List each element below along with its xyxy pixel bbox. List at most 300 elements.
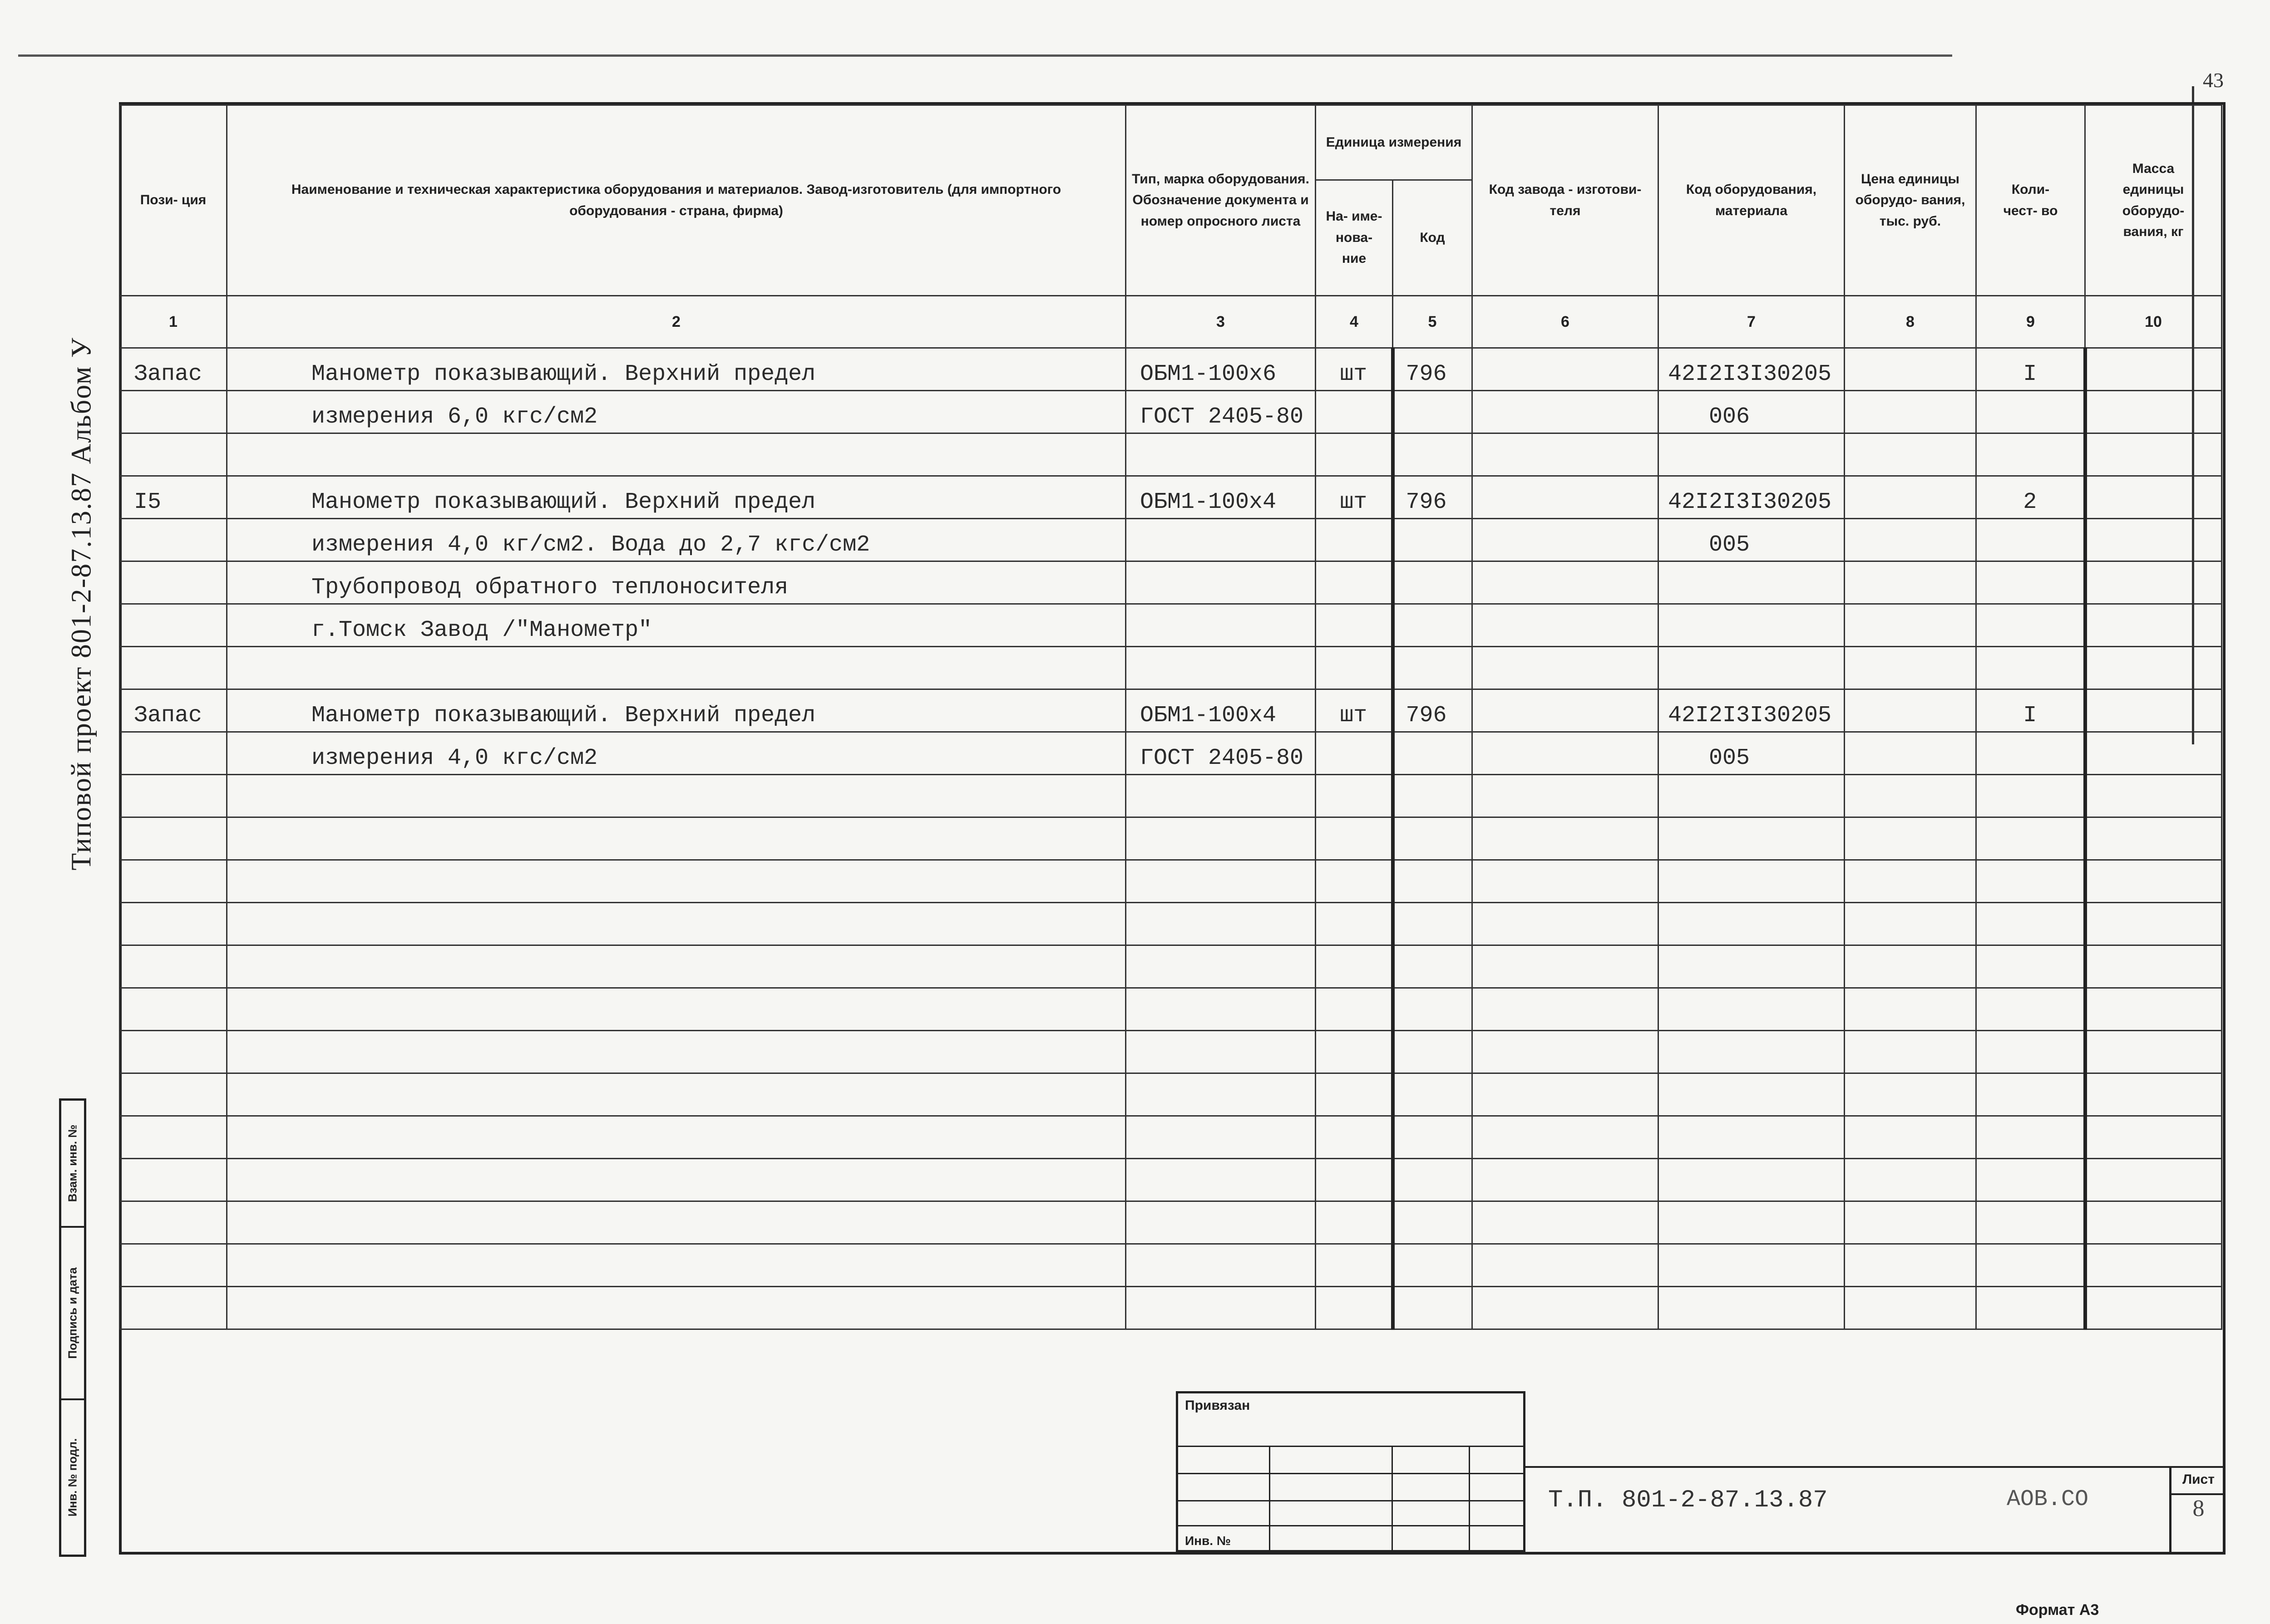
cell-position — [120, 391, 227, 433]
cell-equip-code — [1658, 988, 1845, 1031]
cell-equip-code — [1658, 1031, 1845, 1073]
side-cell-sign-date — [61, 1228, 84, 1400]
stamp-grid-line — [1392, 1446, 1393, 1552]
cell-price — [1845, 817, 1976, 860]
cell-equip-code — [1658, 860, 1845, 903]
cell-unit-name — [1316, 1244, 1393, 1287]
cell-equip-code — [1658, 775, 1845, 817]
cell-unit-code — [1393, 903, 1472, 945]
cell-mass — [2085, 391, 2222, 433]
cell-price — [1845, 1244, 1976, 1287]
cell-plant-code — [1472, 817, 1658, 860]
cell-unit-name — [1316, 945, 1393, 988]
cell-equip-code: 005 — [1658, 519, 1845, 561]
cell-type — [1126, 1031, 1316, 1073]
sheet-label: Лист — [2171, 1466, 2226, 1495]
table-row — [120, 391, 2222, 433]
cell-unit-code — [1393, 1116, 1472, 1159]
cell-position — [120, 1159, 227, 1201]
stamp-grid-line — [1178, 1473, 1523, 1474]
cell-unit-code — [1393, 1201, 1472, 1244]
cell-mass — [2085, 519, 2222, 561]
cell-unit-code — [1393, 988, 1472, 1031]
col-number: 2 — [227, 296, 1126, 348]
cell-name: Манометр показывающий. Верхний предел — [227, 689, 1126, 732]
cell-qty — [1976, 604, 2085, 647]
cell-position — [120, 860, 227, 903]
cell-unit-code — [1393, 1073, 1472, 1116]
cell-qty — [1976, 647, 2085, 689]
sheet-box — [2169, 1466, 2226, 1555]
specification-table — [119, 104, 2222, 1330]
cell-type — [1126, 945, 1316, 988]
cell-name — [227, 1159, 1126, 1201]
cell-name — [227, 988, 1126, 1031]
cell-position — [120, 1201, 227, 1244]
cell-unit-code — [1393, 1159, 1472, 1201]
inventory-label: Инв. № — [1185, 1534, 1231, 1548]
cell-name — [227, 1073, 1126, 1116]
cell-plant-code — [1472, 1287, 1658, 1329]
cell-equip-code — [1658, 1159, 1845, 1201]
cell-qty — [1976, 945, 2085, 988]
header-unit-name: На- име- нова- ние — [1316, 180, 1393, 296]
cell-price — [1845, 1031, 1976, 1073]
cell-type: ОБМ1-100х4 — [1126, 689, 1316, 732]
cell-mass — [2085, 647, 2222, 689]
cell-mass — [2085, 1287, 2222, 1329]
cell-qty — [1976, 1073, 2085, 1116]
cell-equip-code — [1658, 647, 1845, 689]
cell-name — [227, 775, 1126, 817]
cell-name — [227, 860, 1126, 903]
table-row — [120, 1244, 2222, 1287]
cell-price — [1845, 903, 1976, 945]
cell-price — [1845, 860, 1976, 903]
cell-name — [227, 1201, 1126, 1244]
cell-mass — [2085, 988, 2222, 1031]
cell-unit-name: шт — [1316, 476, 1393, 519]
table-row — [120, 433, 2222, 476]
cell-price — [1845, 775, 1976, 817]
cell-unit-code — [1393, 945, 1472, 988]
cell-qty — [1976, 561, 2085, 604]
cell-position: Запас — [120, 348, 227, 391]
cell-type: ОБМ1-100х4 — [1126, 476, 1316, 519]
cell-unit-name — [1316, 561, 1393, 604]
col-number: 8 — [1845, 296, 1976, 348]
cell-equip-code — [1658, 903, 1845, 945]
cell-position: I5 — [120, 476, 227, 519]
cell-equip-code: 006 — [1658, 391, 1845, 433]
cell-equip-code — [1658, 561, 1845, 604]
header-unit-group: Единица измерения — [1316, 105, 1472, 180]
cell-plant-code — [1472, 433, 1658, 476]
cell-unit-name — [1316, 1287, 1393, 1329]
cell-equip-code — [1658, 1244, 1845, 1287]
cell-unit-code — [1393, 604, 1472, 647]
cell-mass — [2085, 433, 2222, 476]
cell-plant-code — [1472, 519, 1658, 561]
cell-mass — [2085, 1159, 2222, 1201]
cell-type — [1126, 817, 1316, 860]
cell-unit-name — [1316, 1073, 1393, 1116]
table-row — [120, 817, 2222, 860]
side-cell-label: Подпись и дата — [65, 1267, 79, 1359]
cell-qty — [1976, 817, 2085, 860]
cell-mass — [2085, 561, 2222, 604]
cell-price — [1845, 391, 1976, 433]
cell-unit-code — [1393, 775, 1472, 817]
cell-equip-code — [1658, 1287, 1845, 1329]
cell-type — [1126, 433, 1316, 476]
album-code: АОВ.СО — [2007, 1486, 2089, 1512]
cell-price — [1845, 689, 1976, 732]
cell-price — [1845, 1287, 1976, 1329]
cell-name — [227, 1116, 1126, 1159]
format-label: Формат А3 — [2016, 1601, 2099, 1619]
header-position: Пози- ция — [120, 105, 227, 296]
cell-mass — [2085, 1201, 2222, 1244]
table-row — [120, 647, 2222, 689]
cell-plant-code — [1472, 1244, 1658, 1287]
top-sheet-number: 43 — [2203, 69, 2224, 92]
cell-unit-name — [1316, 988, 1393, 1031]
cell-unit-name — [1316, 604, 1393, 647]
cell-equip-code — [1658, 945, 1845, 988]
cell-mass — [2085, 945, 2222, 988]
cell-qty — [1976, 988, 2085, 1031]
cell-plant-code — [1472, 1073, 1658, 1116]
cell-unit-name — [1316, 647, 1393, 689]
table-row — [120, 860, 2222, 903]
side-cell-label: Инв. № подл. — [65, 1438, 79, 1517]
col-number: 5 — [1393, 296, 1472, 348]
col-number: 7 — [1658, 296, 1845, 348]
cell-position — [120, 604, 227, 647]
stamp-grid-line — [1178, 1525, 1523, 1526]
table-row — [120, 903, 2222, 945]
cell-mass — [2085, 1031, 2222, 1073]
header-name: Наименование и техническая характеристика оборудования и материалов. Завод-изготовитель (для импортного оборудования - страна, фирма) — [227, 105, 1126, 296]
cell-name: измерения 6,0 кгс/см2 — [227, 391, 1126, 433]
cell-mass — [2085, 348, 2222, 391]
table-row — [120, 775, 2222, 817]
cell-name: Трубопровод обратного теплоносителя — [227, 561, 1126, 604]
table-row — [120, 1159, 2222, 1201]
cell-type — [1126, 1201, 1316, 1244]
cell-position — [120, 1116, 227, 1159]
cell-unit-name — [1316, 732, 1393, 775]
table-row — [120, 1031, 2222, 1073]
cell-unit-code — [1393, 1287, 1472, 1329]
cell-plant-code — [1472, 348, 1658, 391]
table-row — [120, 348, 2222, 391]
cell-type — [1126, 903, 1316, 945]
cell-equip-code: 005 — [1658, 732, 1845, 775]
cell-name — [227, 817, 1126, 860]
cell-unit-name — [1316, 817, 1393, 860]
cell-plant-code — [1472, 689, 1658, 732]
table-row — [120, 1116, 2222, 1159]
cell-qty — [1976, 1287, 2085, 1329]
title-block-line — [1525, 1466, 2225, 1468]
cell-type: ГОСТ 2405-80 — [1126, 391, 1316, 433]
cell-qty — [1976, 1244, 2085, 1287]
table-row — [120, 689, 2222, 732]
cell-unit-name — [1316, 903, 1393, 945]
cell-price — [1845, 519, 1976, 561]
specification-body — [120, 348, 2222, 1329]
cell-qty — [1976, 1031, 2085, 1073]
cell-price — [1845, 945, 1976, 988]
cell-unit-code — [1393, 391, 1472, 433]
cell-position — [120, 775, 227, 817]
header-qty: Коли- чест- во — [1976, 105, 2085, 296]
cell-qty — [1976, 860, 2085, 903]
cell-position — [120, 945, 227, 988]
table-row — [120, 519, 2222, 561]
cell-unit-name — [1316, 775, 1393, 817]
table-row — [120, 476, 2222, 519]
cell-position — [120, 817, 227, 860]
cell-plant-code — [1472, 647, 1658, 689]
cell-position — [120, 988, 227, 1031]
cell-unit-name: шт — [1316, 689, 1393, 732]
cell-price — [1845, 1116, 1976, 1159]
cell-plant-code — [1472, 988, 1658, 1031]
cell-unit-name — [1316, 433, 1393, 476]
cell-mass — [2085, 1073, 2222, 1116]
side-stamp — [59, 1098, 86, 1557]
table-row — [120, 1073, 2222, 1116]
header-row — [120, 105, 2222, 180]
cell-qty — [1976, 391, 2085, 433]
table-row — [120, 604, 2222, 647]
cell-mass — [2085, 689, 2222, 732]
cell-mass — [2085, 604, 2222, 647]
cell-type — [1126, 1244, 1316, 1287]
cell-type — [1126, 1287, 1316, 1329]
table-row — [120, 561, 2222, 604]
cell-equip-code — [1658, 817, 1845, 860]
column-number-row — [120, 296, 2222, 348]
cell-qty — [1976, 433, 2085, 476]
stamp-grid-line — [1178, 1446, 1523, 1447]
cell-price — [1845, 988, 1976, 1031]
side-cell-label: Взам. инв. № — [65, 1124, 79, 1202]
cell-unit-code — [1393, 1244, 1472, 1287]
cell-plant-code — [1472, 860, 1658, 903]
cell-unit-name — [1316, 860, 1393, 903]
cell-unit-code — [1393, 817, 1472, 860]
table-row — [120, 1201, 2222, 1244]
col-number: 9 — [1976, 296, 2085, 348]
cell-unit-code — [1393, 732, 1472, 775]
table-row — [120, 988, 2222, 1031]
cell-price — [1845, 433, 1976, 476]
cell-name — [227, 433, 1126, 476]
header-equip-code: Код оборудования, материала — [1658, 105, 1845, 296]
cell-type — [1126, 860, 1316, 903]
cell-unit-code — [1393, 1031, 1472, 1073]
table-row — [120, 945, 2222, 988]
cell-position: Запас — [120, 689, 227, 732]
cell-unit-code — [1393, 561, 1472, 604]
cell-unit-code: 796 — [1393, 348, 1472, 391]
cell-type — [1126, 1116, 1316, 1159]
table-row — [120, 732, 2222, 775]
cell-mass — [2085, 860, 2222, 903]
cell-price — [1845, 647, 1976, 689]
cell-mass — [2085, 775, 2222, 817]
header-unit-code: Код — [1393, 180, 1472, 296]
cell-type — [1126, 1073, 1316, 1116]
cell-position — [120, 519, 227, 561]
cell-unit-code — [1393, 860, 1472, 903]
header-type: Тип, марка оборудования. Обозначение документа и номер опросного листа — [1126, 105, 1316, 296]
cell-type — [1126, 604, 1316, 647]
table-row — [120, 1287, 2222, 1329]
cell-price — [1845, 1159, 1976, 1201]
cell-plant-code — [1472, 391, 1658, 433]
cell-unit-code — [1393, 433, 1472, 476]
cell-qty — [1976, 1116, 2085, 1159]
cell-plant-code — [1472, 903, 1658, 945]
cell-plant-code — [1472, 775, 1658, 817]
cell-type — [1126, 647, 1316, 689]
cell-unit-name — [1316, 1031, 1393, 1073]
cell-mass — [2085, 1244, 2222, 1287]
cell-plant-code — [1472, 1031, 1658, 1073]
cell-qty — [1976, 775, 2085, 817]
cell-position — [120, 1287, 227, 1329]
cell-unit-name — [1316, 391, 1393, 433]
cell-unit-code: 796 — [1393, 476, 1472, 519]
cell-plant-code — [1472, 1116, 1658, 1159]
cell-mass — [2085, 476, 2222, 519]
cell-position — [120, 1031, 227, 1073]
cell-type — [1126, 1159, 1316, 1201]
cell-qty: I — [1976, 689, 2085, 732]
cell-type — [1126, 519, 1316, 561]
cell-qty: 2 — [1976, 476, 2085, 519]
document-code: Т.П. 801-2-87.13.87 — [1548, 1486, 1828, 1514]
cell-unit-code: 796 — [1393, 689, 1472, 732]
cell-name — [227, 1287, 1126, 1329]
cell-unit-name: шт — [1316, 348, 1393, 391]
cell-equip-code: 42I2I3I30205 — [1658, 689, 1845, 732]
cell-name: Манометр показывающий. Верхний предел — [227, 348, 1126, 391]
cell-price — [1845, 732, 1976, 775]
cell-price — [1845, 604, 1976, 647]
cell-unit-name — [1316, 519, 1393, 561]
cell-unit-name — [1316, 1159, 1393, 1201]
cell-unit-name — [1316, 1116, 1393, 1159]
cell-price — [1845, 1073, 1976, 1116]
cell-plant-code — [1472, 945, 1658, 988]
cell-name — [227, 1244, 1126, 1287]
cell-name: Манометр показывающий. Верхний предел — [227, 476, 1126, 519]
binding-stamp — [1176, 1391, 1525, 1552]
cell-equip-code — [1658, 1201, 1845, 1244]
stamp-grid-line — [1469, 1446, 1470, 1552]
cell-plant-code — [1472, 1201, 1658, 1244]
cell-mass — [2085, 903, 2222, 945]
header-plant-code: Код завода - изготови- теля — [1472, 105, 1658, 296]
top-rule — [18, 54, 1952, 57]
cell-position — [120, 1244, 227, 1287]
cell-equip-code — [1658, 604, 1845, 647]
side-cell-inv-orig — [61, 1400, 84, 1555]
cell-name — [227, 1031, 1126, 1073]
header-mass: Масса единицы оборудо- вания, кг — [2085, 105, 2222, 296]
cell-position — [120, 903, 227, 945]
cell-position — [120, 647, 227, 689]
cell-unit-code — [1393, 647, 1472, 689]
cell-unit-code — [1393, 519, 1472, 561]
cell-equip-code: 42I2I3I30205 — [1658, 476, 1845, 519]
cell-type — [1126, 561, 1316, 604]
cell-position — [120, 732, 227, 775]
cell-name: г.Томск Завод /"Манометр" — [227, 604, 1126, 647]
cell-price — [1845, 476, 1976, 519]
cell-qty — [1976, 1159, 2085, 1201]
side-project-title: Типовой проект 801-2-87.13.87 Альбом У — [66, 337, 97, 871]
cell-name — [227, 903, 1126, 945]
cell-type — [1126, 988, 1316, 1031]
cell-name — [227, 945, 1126, 988]
cell-equip-code — [1658, 1116, 1845, 1159]
cell-equip-code: 42I2I3I30205 — [1658, 348, 1845, 391]
cell-qty — [1976, 1201, 2085, 1244]
col-number: 6 — [1472, 296, 1658, 348]
cell-qty — [1976, 903, 2085, 945]
header-price: Цена единицы оборудо- вания, тыс. руб. — [1845, 105, 1976, 296]
col-number: 4 — [1316, 296, 1393, 348]
cell-type: ГОСТ 2405-80 — [1126, 732, 1316, 775]
cell-plant-code — [1472, 1159, 1658, 1201]
cell-position — [120, 433, 227, 476]
cell-price — [1845, 1201, 1976, 1244]
cell-mass — [2085, 817, 2222, 860]
cell-qty — [1976, 732, 2085, 775]
cell-equip-code — [1658, 433, 1845, 476]
cell-plant-code — [1472, 476, 1658, 519]
cell-price — [1845, 561, 1976, 604]
cell-equip-code — [1658, 1073, 1845, 1116]
col-number: 1 — [120, 296, 227, 348]
cell-unit-name — [1316, 1201, 1393, 1244]
cell-type — [1126, 775, 1316, 817]
side-cell-replace-inv — [61, 1101, 84, 1228]
cell-plant-code — [1472, 604, 1658, 647]
cell-qty: I — [1976, 348, 2085, 391]
cell-position — [120, 1073, 227, 1116]
cell-mass — [2085, 1116, 2222, 1159]
sheet-number: 8 — [2192, 1496, 2205, 1521]
cell-qty — [1976, 519, 2085, 561]
binding-label: Привязан — [1185, 1398, 1250, 1413]
cell-name: измерения 4,0 кгс/см2 — [227, 732, 1126, 775]
cell-price — [1845, 348, 1976, 391]
stamp-grid-line — [1178, 1500, 1523, 1501]
stamp-grid-line — [1269, 1446, 1270, 1552]
cell-plant-code — [1472, 561, 1658, 604]
cell-plant-code — [1472, 732, 1658, 775]
cell-name: измерения 4,0 кг/см2. Вода до 2,7 кгс/см2 — [227, 519, 1126, 561]
cell-type: ОБМ1-100х6 — [1126, 348, 1316, 391]
